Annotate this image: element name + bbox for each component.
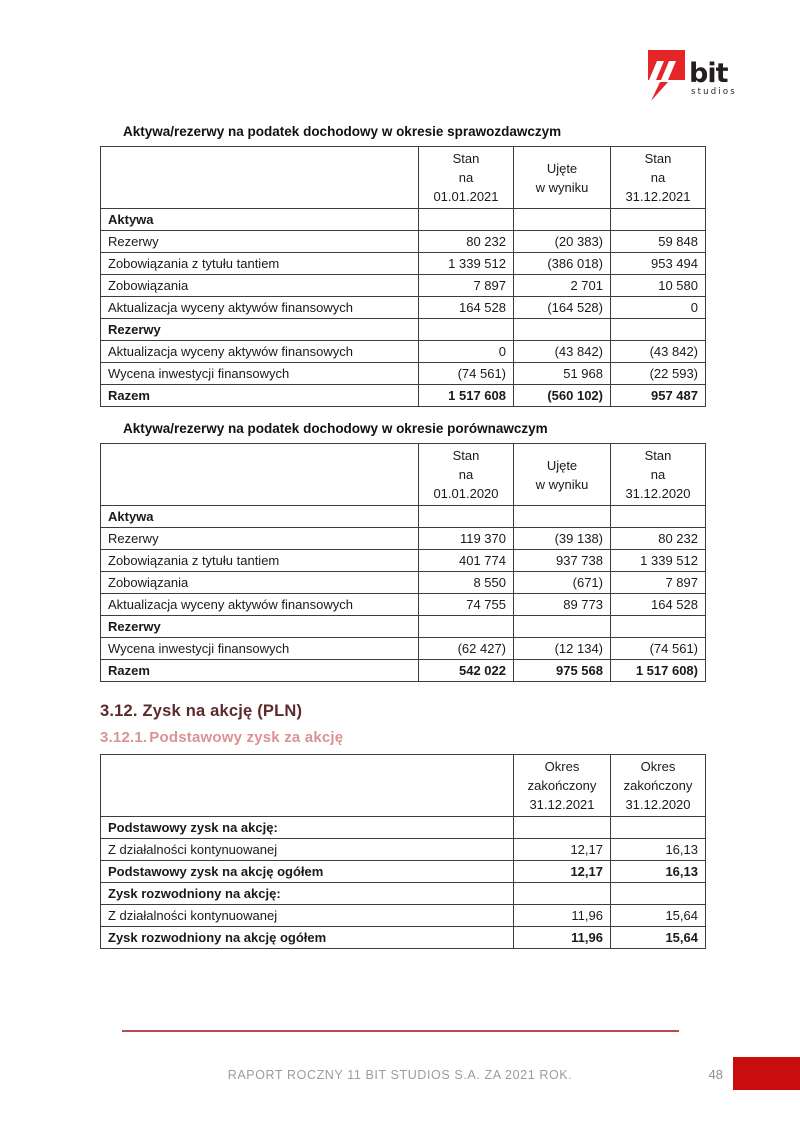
row-value: 11,96 bbox=[514, 927, 611, 949]
table-row bbox=[101, 550, 706, 572]
row-value: 12,17 bbox=[514, 861, 611, 883]
row-value: (43 842) bbox=[611, 341, 706, 363]
row-value: (386 018) bbox=[514, 253, 611, 275]
row-value: 16,13 bbox=[611, 839, 706, 861]
table2-title: Aktywa/rezerwy na podatek dochodowy w okresie porównawczym bbox=[123, 421, 548, 436]
table-total-row bbox=[101, 927, 706, 949]
table2-empty-header bbox=[101, 444, 419, 506]
row-value: 0 bbox=[419, 341, 514, 363]
row-value: 119 370 bbox=[419, 528, 514, 550]
table2-header-row bbox=[101, 444, 706, 506]
row-label: Rezerwy bbox=[101, 319, 419, 341]
footer-divider bbox=[122, 1030, 679, 1032]
section-number: 3.12. bbox=[100, 702, 138, 720]
row-label: Aktywa bbox=[101, 209, 419, 231]
table1-col-stan-31-12-2021: Stan na 31.12.2021 bbox=[611, 147, 706, 209]
row-label: Zobowiązania bbox=[101, 275, 419, 297]
row-label: Rezerwy bbox=[101, 231, 419, 253]
table-row bbox=[101, 594, 706, 616]
row-value: 59 848 bbox=[611, 231, 706, 253]
row-value: (671) bbox=[514, 572, 611, 594]
table-row bbox=[101, 905, 706, 927]
row-value: 7 897 bbox=[419, 275, 514, 297]
table1-col-ujete-w-wyniku: Ujęte w wyniku bbox=[514, 147, 611, 209]
table-total-row bbox=[101, 861, 706, 883]
row-value: 16,13 bbox=[611, 861, 706, 883]
row-value: 1 517 608 bbox=[419, 385, 514, 407]
table-row bbox=[101, 319, 706, 341]
table-total-row bbox=[101, 660, 706, 682]
table-row bbox=[101, 572, 706, 594]
row-value: 401 774 bbox=[419, 550, 514, 572]
row-value: 1 339 512 bbox=[419, 253, 514, 275]
row-value: 80 232 bbox=[611, 528, 706, 550]
row-label: Zysk rozwodniony na akcję: bbox=[101, 883, 514, 905]
row-value: 12,17 bbox=[514, 839, 611, 861]
table-row bbox=[101, 616, 706, 638]
row-label: Aktualizacja wyceny aktywów finansowych bbox=[101, 341, 419, 363]
row-value: 51 968 bbox=[514, 363, 611, 385]
table-total-row bbox=[101, 385, 706, 407]
row-value: 953 494 bbox=[611, 253, 706, 275]
row-label: Wycena inwestycji finansowych bbox=[101, 363, 419, 385]
row-value: (74 561) bbox=[419, 363, 514, 385]
table-row bbox=[101, 363, 706, 385]
row-value: 937 738 bbox=[514, 550, 611, 572]
row-value: 15,64 bbox=[611, 927, 706, 949]
row-label: Zysk rozwodniony na akcję ogółem bbox=[101, 927, 514, 949]
row-value: 7 897 bbox=[611, 572, 706, 594]
row-label: Podstawowy zysk na akcję: bbox=[101, 817, 514, 839]
row-value: 975 568 bbox=[514, 660, 611, 682]
row-value: 11,96 bbox=[514, 905, 611, 927]
row-label: Zobowiązania z tytułu tantiem bbox=[101, 550, 419, 572]
row-value: (43 842) bbox=[514, 341, 611, 363]
row-label: Aktualizacja wyceny aktywów finansowych bbox=[101, 297, 419, 319]
row-label: Zobowiązania bbox=[101, 572, 419, 594]
table2-col-stan-01-01-2020: Stan na 01.01.2020 bbox=[419, 444, 514, 506]
table-row bbox=[101, 817, 706, 839]
row-value: 542 022 bbox=[419, 660, 514, 682]
row-label: Z działalności kontynuowanej bbox=[101, 839, 514, 861]
table1-empty-header bbox=[101, 147, 419, 209]
row-value: 2 701 bbox=[514, 275, 611, 297]
table-row bbox=[101, 209, 706, 231]
table3-header-row bbox=[101, 755, 706, 817]
table3-col-okres-2020: Okres zakończony 31.12.2020 bbox=[611, 755, 706, 817]
row-value: 1 517 608) bbox=[611, 660, 706, 682]
row-value: 80 232 bbox=[419, 231, 514, 253]
row-value: 8 550 bbox=[419, 572, 514, 594]
row-value: (22 593) bbox=[611, 363, 706, 385]
row-value: 957 487 bbox=[611, 385, 706, 407]
row-value: (164 528) bbox=[514, 297, 611, 319]
table-row bbox=[101, 297, 706, 319]
row-label: Zobowiązania z tytułu tantiem bbox=[101, 253, 419, 275]
table2-col-ujete-w-wyniku: Ujęte w wyniku bbox=[514, 444, 611, 506]
subsection-title: Podstawowy zysk za akcję bbox=[149, 729, 344, 746]
row-label: Aktywa bbox=[101, 506, 419, 528]
row-label: Podstawowy zysk na akcję ogółem bbox=[101, 861, 514, 883]
row-value: (12 134) bbox=[514, 638, 611, 660]
table-row bbox=[101, 638, 706, 660]
row-label: Rezerwy bbox=[101, 528, 419, 550]
row-value: 15,64 bbox=[611, 905, 706, 927]
row-value: 89 773 bbox=[514, 594, 611, 616]
row-value: (74 561) bbox=[611, 638, 706, 660]
row-label: Aktualizacja wyceny aktywów finansowych bbox=[101, 594, 419, 616]
row-value: 10 580 bbox=[611, 275, 706, 297]
table3-col-okres-2021: Okres zakończony 31.12.2021 bbox=[514, 755, 611, 817]
row-value: (20 383) bbox=[514, 231, 611, 253]
row-value: 74 755 bbox=[419, 594, 514, 616]
logo-bit-text: bit bbox=[689, 58, 728, 89]
table-row bbox=[101, 253, 706, 275]
table-row bbox=[101, 839, 706, 861]
row-label: Rezerwy bbox=[101, 616, 419, 638]
row-value: 0 bbox=[611, 297, 706, 319]
table-row bbox=[101, 341, 706, 363]
table-row bbox=[101, 231, 706, 253]
earnings-per-share-table bbox=[100, 754, 706, 949]
deferred-tax-comparative-period-table bbox=[100, 443, 706, 682]
page-number: 48 bbox=[708, 1067, 723, 1082]
table-row bbox=[101, 528, 706, 550]
table-row bbox=[101, 883, 706, 905]
table3-empty-header bbox=[101, 755, 514, 817]
footer-report-title: RAPORT ROCZNY 11 BIT STUDIOS S.A. ZA 2021 ROK. bbox=[227, 1068, 573, 1082]
row-label: Wycena inwestycji finansowych bbox=[101, 638, 419, 660]
table1-title: Aktywa/rezerwy na podatek dochodowy w okresie sprawozdawczym bbox=[123, 124, 562, 139]
table1-header-row bbox=[101, 147, 706, 209]
row-label: Razem bbox=[101, 385, 419, 407]
row-value: (560 102) bbox=[514, 385, 611, 407]
logo-studios-text: studios bbox=[691, 87, 737, 97]
table1-col-stan-01-01-2021: Stan na 01.01.2021 bbox=[419, 147, 514, 209]
row-value: 164 528 bbox=[419, 297, 514, 319]
row-label: Razem bbox=[101, 660, 419, 682]
footer-red-block bbox=[733, 1057, 800, 1090]
row-value: 164 528 bbox=[611, 594, 706, 616]
row-value: (39 138) bbox=[514, 528, 611, 550]
table-row bbox=[101, 275, 706, 297]
section-heading-3-12 bbox=[100, 702, 705, 721]
row-value: 1 339 512 bbox=[611, 550, 706, 572]
table2-col-stan-31-12-2020: Stan na 31.12.2020 bbox=[611, 444, 706, 506]
deferred-tax-reporting-period-table bbox=[100, 146, 706, 407]
report-content bbox=[100, 0, 705, 949]
subsection-heading-3-12-1 bbox=[100, 729, 705, 746]
subsection-number: 3.12.1. bbox=[100, 729, 148, 746]
table-row bbox=[101, 506, 706, 528]
row-value: (62 427) bbox=[419, 638, 514, 660]
section-title: Zysk na akcję (PLN) bbox=[142, 702, 303, 720]
row-label: Z działalności kontynuowanej bbox=[101, 905, 514, 927]
